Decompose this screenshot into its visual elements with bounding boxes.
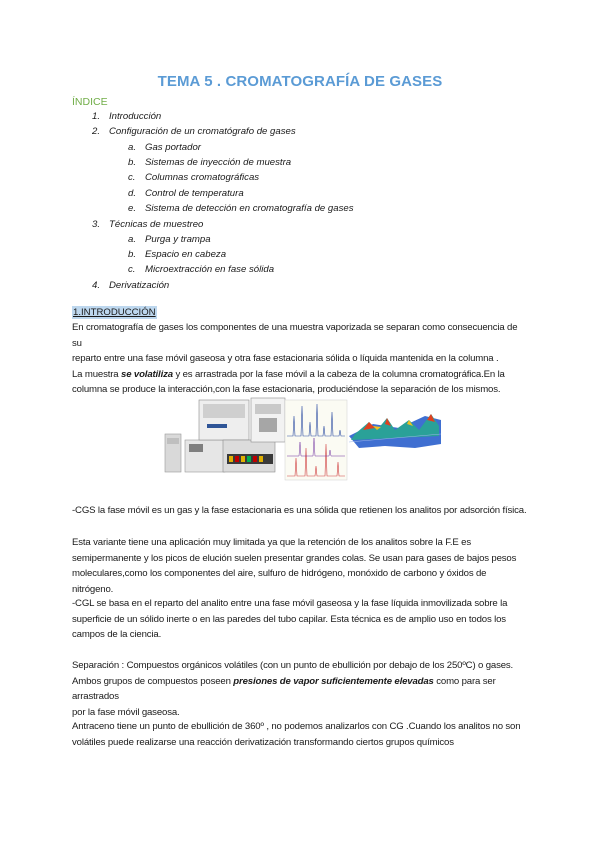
toc-number: d. [128,188,137,199]
text-line [72,674,527,705]
variant-paragraph [72,535,527,597]
anthracene-paragraph [72,719,527,750]
toc-number: b. [128,157,137,168]
text-line: -CGS la fase móvil es un gas y la fase estacionaria es una sólida que retienen los analitos por adsorción física. [72,505,527,516]
toc-number: 2. [92,126,101,137]
text-run: como para ser arrastrados [72,675,496,703]
toc-text: Sistemas de inyección de muestra [145,157,292,168]
text-line: Antraceno tiene un punto de ebullición de 360º , no podemos analizarlos con CG .Cuando los analitos no son [72,721,521,732]
toc-text: Sistema de detección en cromatografía de gases [145,203,354,214]
toc-number: c. [128,172,136,183]
text-run: y es arrastrada por la fase móvil a la cabeza de la columna cromatográfica.En la [172,368,505,380]
toc-number: 3. [92,219,101,230]
toc-text: Columnas cromatográficas [145,172,260,183]
text-line: Esta variante tiene una aplicación muy limitada ya que la retención de los analitos sobre la F.E es [72,537,471,548]
chromatography-figure [163,396,443,486]
text-line: Separación : Compuestos orgánicos volátiles (con un punto de ebullición por debajo de los 250ºC) o gases. [72,660,514,671]
toc-text: Técnicas de muestreo [109,219,204,230]
text-line [72,367,527,383]
text-run: Ambos grupos de compuestos poseen [72,675,234,687]
toc-number: a. [128,142,137,153]
text-line: superficie de un sólido inerte o en las paredes del tubo capilar. Esta técnica es de amplio uso en todos los [72,613,506,625]
index-heading: ÍNDICE [72,96,108,108]
surface-plot-image [349,398,441,448]
text-line: reparto entre una fase móvil gaseosa y otra fase estacionaria sólida o líquida mantenida en la columna . [72,353,499,365]
toc-number: c. [128,264,136,275]
toc-text: Introducción [109,111,162,122]
toc-text: Espacio en cabeza [145,249,227,260]
cgl-paragraph [72,596,527,643]
toc-number: a. [128,234,137,245]
section-heading-introduccion: 1.INTRODUCCIÓN [73,307,156,318]
text-line: por la fase móvil gaseosa. [72,706,180,718]
toc-number: e. [128,203,137,214]
chromatogram-image [285,400,347,480]
toc-number: b. [128,249,137,260]
toc-number: 4. [92,280,101,291]
toc-text: Gas portador [145,142,201,153]
text-line: columna se produce la interacción,con la fase estacionaria, produciéndose la separación de los mismos. [72,384,501,396]
toc-text: Microextracción en fase sólida [145,264,275,275]
toc-text: Purga y trampa [145,234,211,245]
intro-paragraph [72,320,527,398]
text-line: volátiles puede realizarse una reacción derivatización transformando ciertos grupos químicos [72,736,454,748]
page-title: TEMA 5 . CROMATOGRAFÍA DE GASES [157,73,443,90]
bold-term: presiones de vapor suficientemente elevadas [233,675,434,687]
gc-instrument-image [165,398,285,472]
text-line: campos de la ciencia. [72,629,162,641]
toc-text: Configuración de un cromatógrafo de gases [109,126,296,137]
text-line: moleculares,como los componentes del aire, sulfuro de hidrógeno, monóxido de carbono y óxidos de nitrógeno. [72,568,487,595]
separation-paragraph [72,658,527,720]
text-line: semipermanente y los picos de elución suelen presentar grandes colas. Se usan para gases de bajos pesos [72,552,517,564]
cgs-paragraph [72,503,527,519]
toc-number: 1. [92,111,101,122]
text-line: En cromatografía de gases los componentes de una muestra vaporizada se separan como consecuencia de su [72,322,518,349]
bold-term: se volatiliza [121,368,173,380]
toc-text: Derivatización [109,280,170,291]
text-run: La muestra [72,368,122,380]
toc-text: Control de temperatura [145,188,244,199]
text-line: -CGL se basa en el reparto del analito entre una fase móvil gaseosa y la fase líquida inmovilizada sobre la [72,598,508,609]
